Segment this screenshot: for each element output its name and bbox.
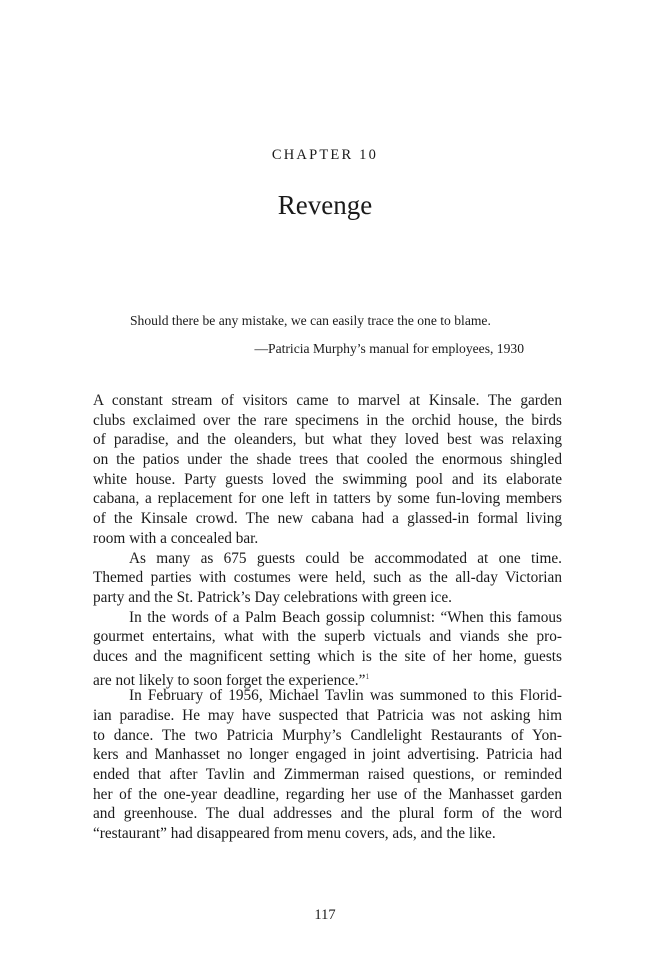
body-text: [93, 391, 562, 844]
footnote-reference[interactable]: 1: [365, 671, 370, 681]
body-line: ended that after Tavlin and Zimmerman raised questions, or reminded: [93, 766, 562, 784]
body-line: In the words of a Palm Beach gossip columnist: “When this famous: [129, 608, 562, 626]
epigraph-quote: Should there be any mistake, we can easily trace the one to blame.: [130, 313, 491, 328]
body-line: A constant stream of visitors came to marvel at Kinsale. The garden: [93, 392, 562, 409]
body-line-text: are not likely to soon forget the experience.”: [93, 671, 366, 689]
body-line: ian paradise. He may have suspected that Patricia was not asking him: [93, 707, 562, 724]
body-line: her of the one-year deadline, regarding her use of the Manhasset garden: [93, 785, 562, 803]
body-line: of paradise, and the oleanders, but what they loved best was relaxing: [93, 431, 562, 449]
body-line: and greenhouse. The dual addresses and the plural form of the word: [93, 805, 562, 823]
page-number: 117: [314, 907, 336, 923]
body-line: In February of 1956, Michael Tavlin was summoned to this Florid-: [129, 687, 562, 705]
body-line: party and the St. Patrick’s Day celebrations with green ice.: [93, 588, 452, 606]
body-line: clubs exclaimed over the rare specimens in the orchid house, the birds: [93, 411, 562, 429]
chapter-label: CHAPTER 10: [271, 147, 379, 163]
chapter-title: Revenge: [277, 190, 373, 220]
epigraph-attribution: —Patricia Murphy’s manual for employees, 1930: [254, 341, 524, 356]
body-line: of the Kinsale crowd. The new cabana had a glassed-in formal living: [93, 510, 562, 528]
body-line-with-footnote: [93, 667, 562, 687]
body-line: kers and Manhasset no longer engaged in joint advertising. Patricia had: [93, 746, 562, 764]
body-line: room with a concealed bar.: [93, 529, 259, 547]
body-line: on the patios under the shade trees that cooled the enormous shingled: [93, 451, 562, 469]
body-line: cabana, a replacement for one left in tatters by some fun-loving members: [93, 490, 562, 508]
body-line: white house. Party guests loved the swimming pool and its elaborate: [93, 470, 562, 488]
body-line: gourmet entertains, what with the superb victuals and viands she pro-: [93, 628, 562, 646]
body-line: As many as 675 guests could be accommodated at one time.: [129, 549, 562, 567]
body-line: to dance. The two Patricia Murphy’s Candlelight Restaurants of Yon-: [93, 726, 562, 744]
body-line: “restaurant” had disappeared from menu covers, ads, and the like.: [93, 825, 496, 843]
body-line: Themed parties with costumes were held, such as the all-day Victorian: [93, 569, 562, 587]
body-line: duces and the magnificent setting which is the site of her home, guests: [93, 647, 562, 665]
